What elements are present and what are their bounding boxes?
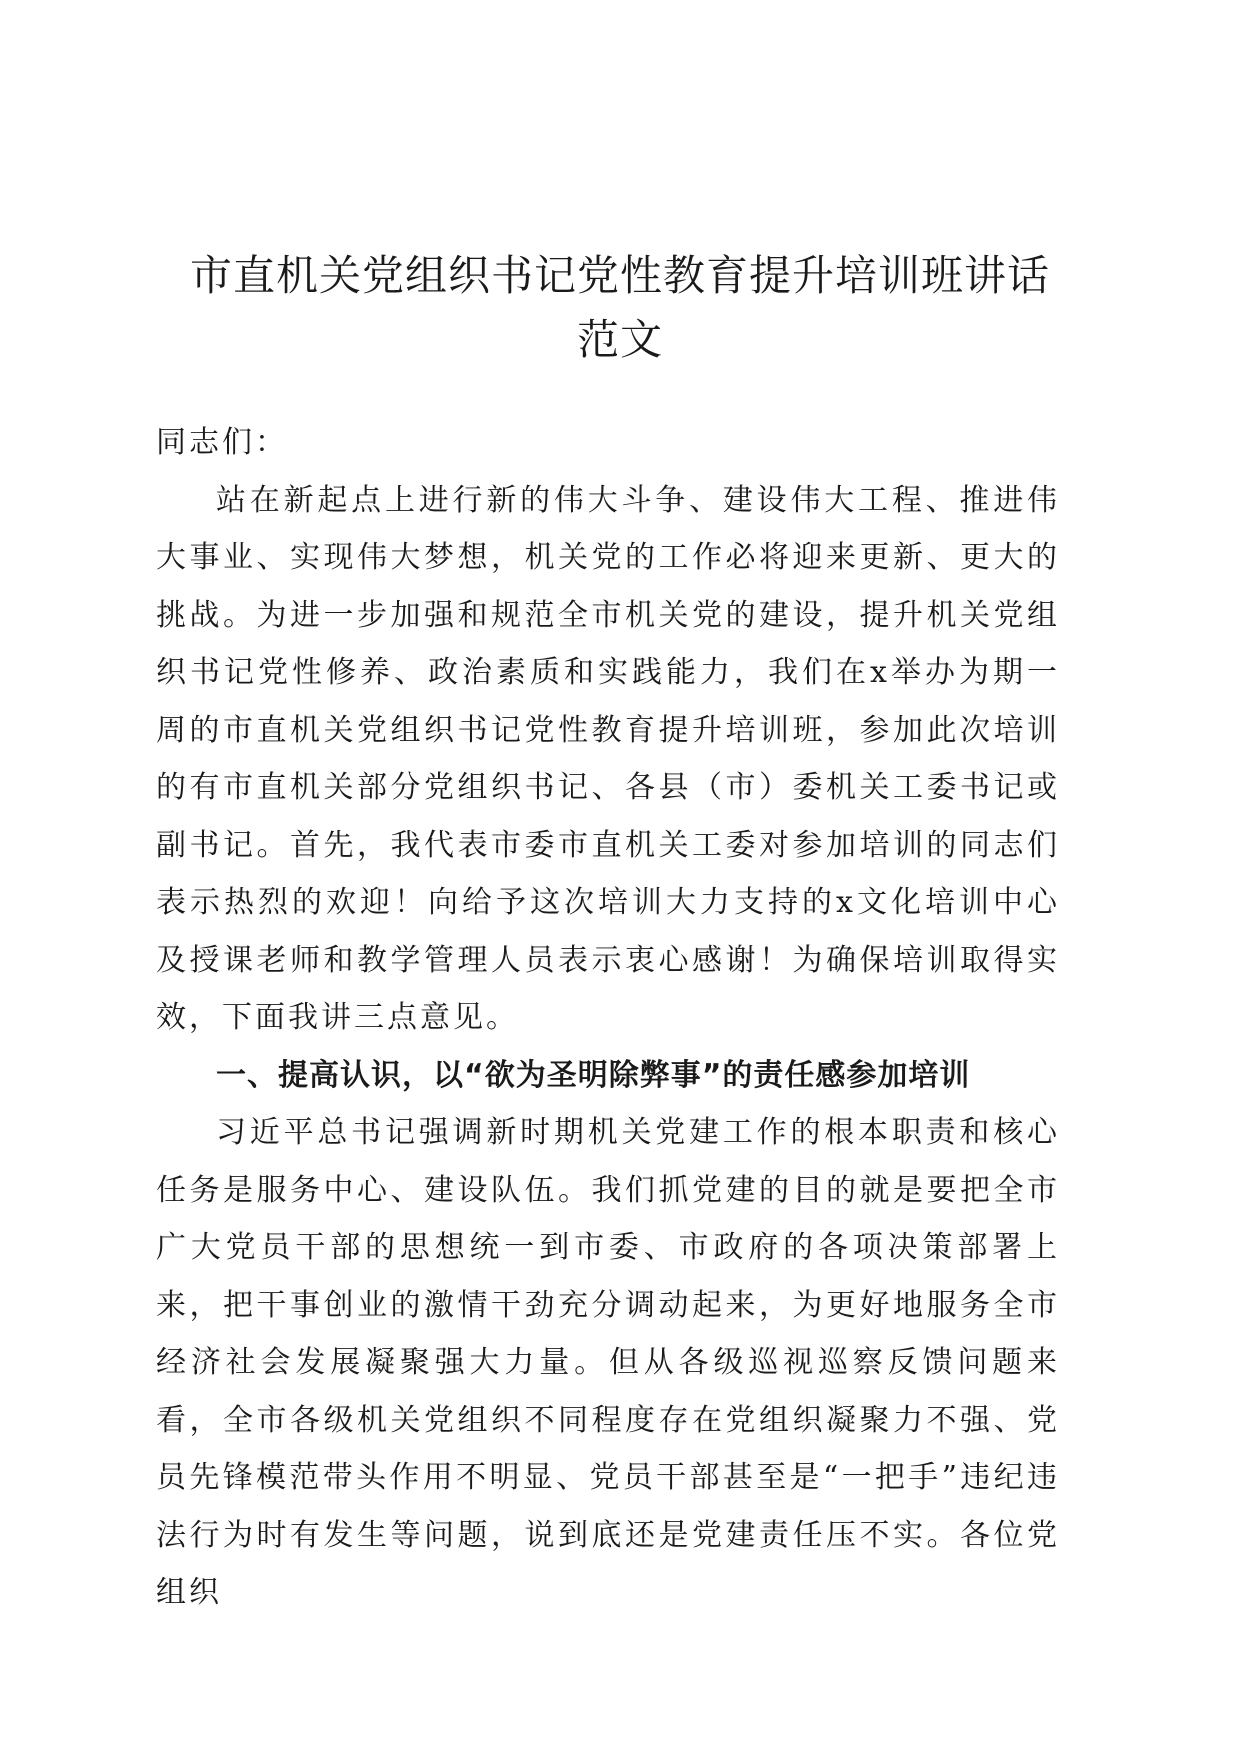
paragraph-section-1: 习近平总书记强调新时期机关党建工作的根本职责和核心任务是服务中心、建设队伍。我们抓党建的目的就是要把全市广大党员干部的思想统一到市委、市政府的各项决策部署上来，把干事创业的激情干劲充分调动起来，为更好地服务全市经济社会发展凝聚强大力量。但从各级巡视巡察反馈问题来看，全市各级机关党组织不同程度存在党组织凝聚力不强、党员先锋模范带头作用不明显、党员干部甚至是“一把手”违纪违法行为时有发生等问题，说到底还是党建责任压不实。各位党组织	[156, 1115, 1060, 1610]
title-line-2: 范文	[576, 315, 663, 364]
paragraph-intro: 站在新起点上进行新的伟大斗争、建设伟大工程、推进伟大事业、实现伟大梦想，机关党的工作必将迎来更新、更大的挑战。为进一步加强和规范全市机关党的建设，提升机关党组织书记党性修养、政治素质和实践能力，我们在x举办为期一周的市直机关党组织书记党性教育提升培训班，参加此次培训的有市直机关部分党组织书记、各县（市）委机关工委书记或副书记。首先，我代表市委市直机关工委对参加培训的同志们表示热烈的欢迎！向给予这次培训大力支持的x文化培训中心及授课老师和教学管理人员表示衷心感谢！为确保培训取得实效，下面我讲三点意见。	[156, 482, 1060, 1035]
title-line-1: 市直机关党组织书记党性教育提升培训班讲话	[189, 251, 1050, 300]
section-heading-1: 一、提高认识，以“欲为圣明除弊事”的责任感参加培训	[216, 1057, 971, 1093]
salutation: 同志们：	[156, 425, 288, 460]
document-body	[156, 414, 1060, 1622]
document-title	[150, 244, 1090, 372]
